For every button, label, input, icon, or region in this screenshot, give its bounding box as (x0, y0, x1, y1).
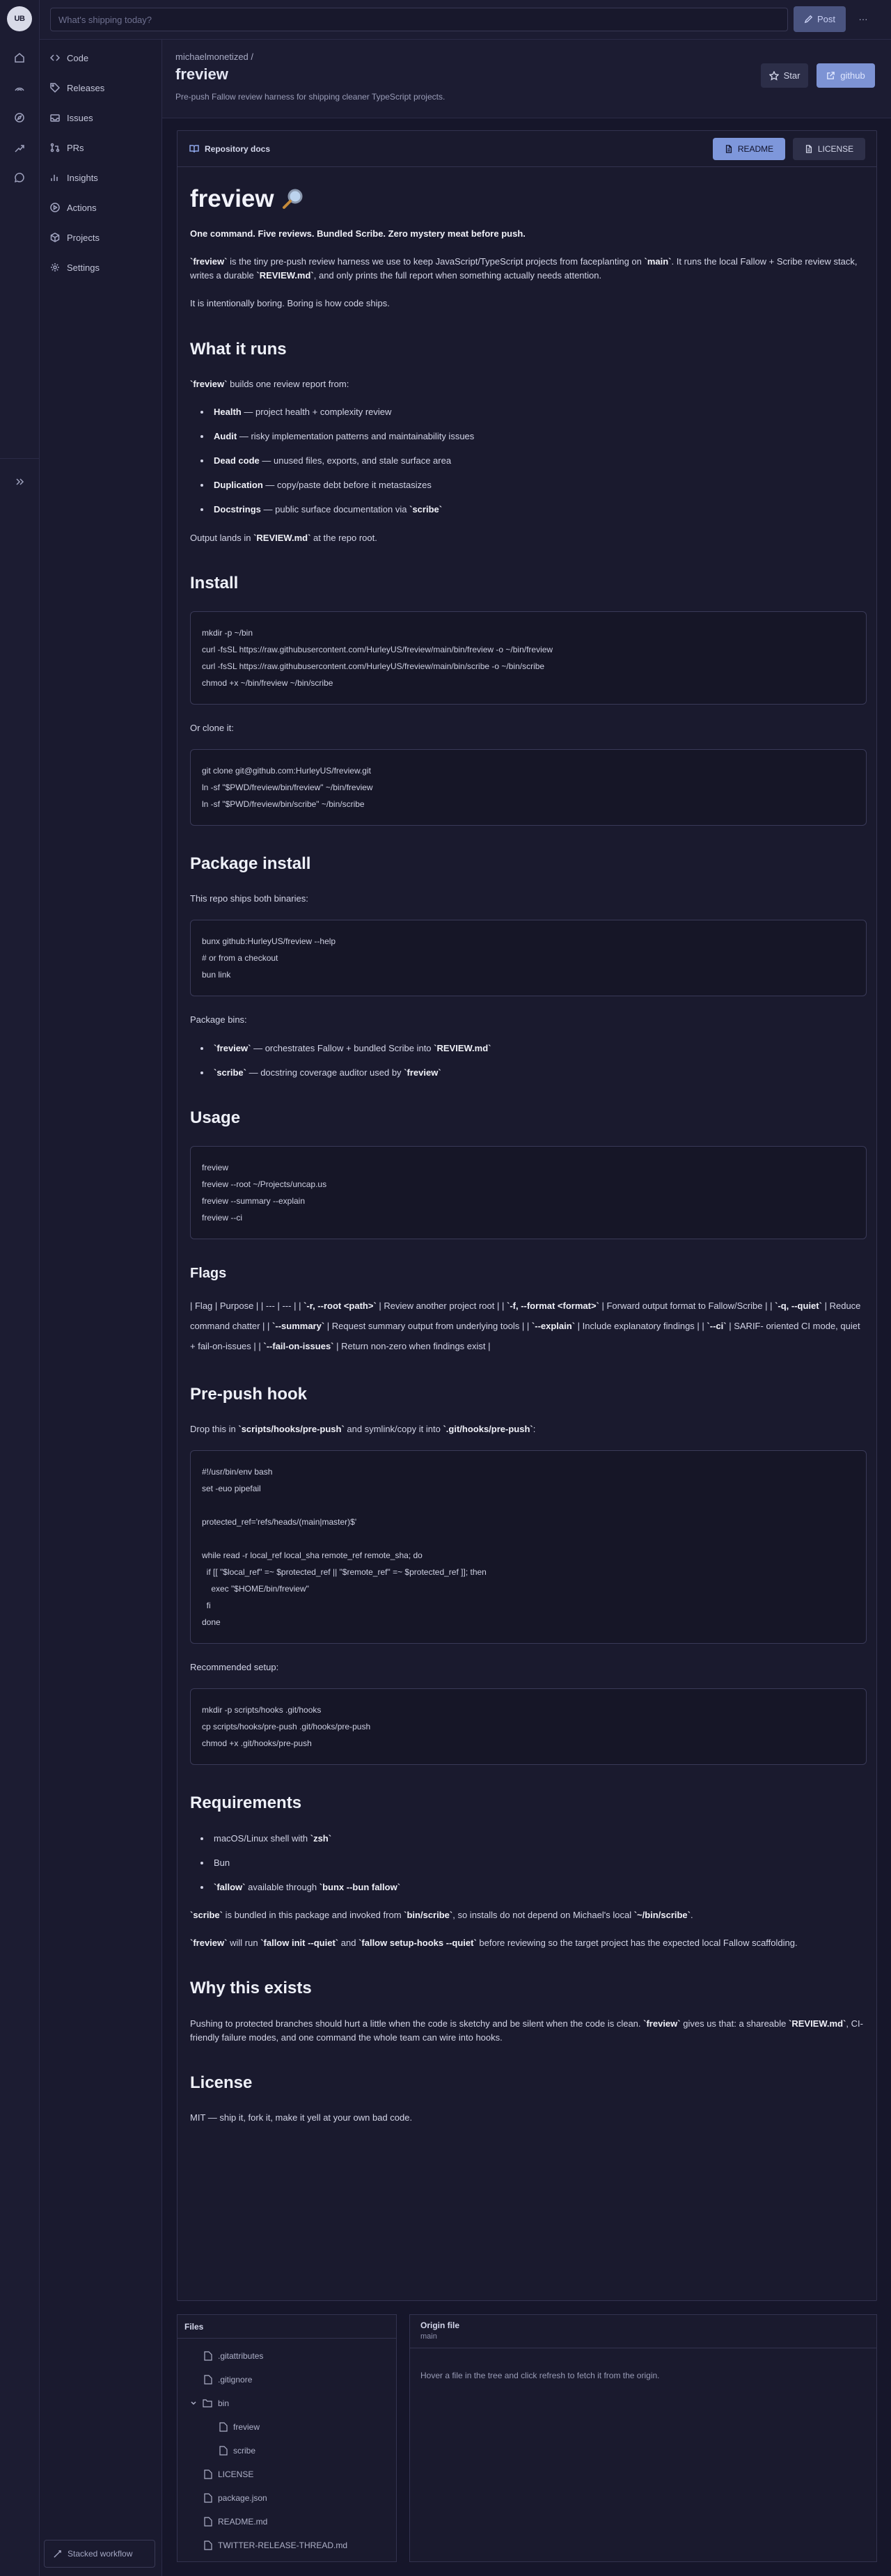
nav-item-actions[interactable] (50, 199, 97, 216)
fallow-init-paragraph: `freview` will run `fallow init --quiet` and `fallow setup-hooks --quiet` before reviewing so the target project has the expected local Fallow scaffolding. (190, 1938, 798, 1949)
section-heading-install: Install (190, 573, 239, 592)
activity-icon[interactable] (13, 141, 26, 155)
list-item: • `fallow` available through `bunx --bun fallow` (211, 1880, 867, 1894)
nav-item-prs[interactable] (50, 139, 84, 156)
folder-item[interactable]: bin (190, 2396, 229, 2411)
list-item: • Health — project health + complexity review (211, 405, 867, 419)
list-item: • `freview` — orchestrates Fallow + bundled Scribe into `REVIEW.md` (211, 1042, 867, 1055)
home-icon[interactable] (13, 51, 26, 65)
bar-chart-icon (50, 173, 60, 182)
feed-icon[interactable] (13, 81, 26, 95)
play-icon (50, 203, 60, 212)
top-bar (40, 0, 891, 40)
post-button[interactable] (794, 6, 846, 32)
code-block[interactable]: freview freview --root ~/Projects/uncap.us freview --summary --explain freview --ci (190, 1146, 867, 1239)
nav-item-issues[interactable] (50, 109, 93, 126)
intro-paragraph: `freview` is the tiny pre-push review harness we use to keep JavaScript/TypeScript projects from faceplanting on `main`. It runs the local Fallow + Scribe review stack, writes a durable `REVIEW.md`, and only prints the full report when something actually needs attention. (190, 256, 858, 281)
license-label: LICENSE (817, 144, 854, 154)
code-block[interactable]: mkdir -p scripts/hooks .git/hooks cp scripts/hooks/pre-push .git/hooks/pre-push chmod +x .git/hooks/pre-push (190, 1688, 867, 1765)
list-item: • Duplication — copy/paste debt before it metastasizes (211, 478, 867, 492)
scribe-bundled-paragraph: `scribe` is bundled in this package and invoked from `bin/scribe`, so installs do not depend on Michael's local `~/bin/scribe`. (190, 1910, 693, 1921)
list-item: • macOS/Linux shell with `zsh` (211, 1832, 867, 1846)
repository-docs-panel (177, 130, 877, 2301)
list-item: • Audit — risky implementation patterns and maintainability issues (211, 430, 867, 443)
what-runs-lead: `freview` builds one review report from: (190, 378, 349, 389)
nav-item-releases[interactable] (50, 79, 104, 96)
readme-content (190, 178, 867, 2139)
chevron-down-icon (190, 2400, 197, 2407)
file-item[interactable]: scribe (219, 2443, 255, 2458)
code-block[interactable]: git clone git@github.com:HurleyUS/freview.git ln -sf "$PWD/freview/bin/freview" ~/bin/freview ln -sf "$PWD/freview/bin/scribe" ~/bin/scribe (190, 749, 867, 826)
origin-hint: Hover a file in the tree and click refresh to fetch it from the origin. (420, 2371, 660, 2380)
readme-tab-button[interactable] (713, 138, 785, 160)
app-logo[interactable]: UB (7, 6, 32, 31)
nav-item-insights[interactable] (50, 169, 98, 186)
file-icon (204, 2351, 212, 2361)
license-tab-button[interactable] (793, 138, 865, 160)
nav-item-code[interactable] (50, 49, 88, 66)
section-heading-license: License (190, 2073, 253, 2092)
review-list (211, 405, 867, 517)
file-icon (204, 2469, 212, 2479)
section-heading-package-install: Package install (190, 854, 311, 874)
nav-label: Insights (67, 172, 98, 183)
nav-label: Code (67, 52, 89, 63)
file-item[interactable]: README.md (204, 2514, 267, 2529)
readme-label: README (737, 144, 774, 154)
origin-file-panel (409, 2314, 877, 2562)
workflow-icon (53, 2550, 62, 2559)
flags-paragraph: | Flag | Purpose | | --- | --- | | `-r, --root <path>` | Review another project root | | `-f, --format <format>` | Forward output format to Fallow/Scribe | | `-q, --quiet` | Reduce command chatter | | `--summary` | Request summary output from underlying tools | | `--explain` | Include explanatory findings | | `--ci` | SARIF- oriented CI mode, quiet + fail-on-issues | | `--fail-on-issues` | Return non-zero when findings exist | (190, 1301, 861, 1351)
section-heading-requirements: Requirements (190, 1793, 302, 1813)
repo-owner-link[interactable]: michaelmonetized / (175, 52, 253, 62)
star-label: Star (783, 70, 801, 81)
document-icon (805, 145, 813, 153)
file-item[interactable]: TWITTER-RELEASE-THREAD.md (204, 2538, 347, 2553)
section-heading-pre-push-hook: Pre-push hook (190, 1385, 308, 1404)
star-icon (769, 71, 779, 81)
github-button[interactable] (817, 63, 875, 88)
nav-item-settings[interactable] (50, 259, 100, 276)
output-paragraph: Output lands in `REVIEW.md` at the repo root. (190, 532, 377, 543)
readme-h1 (190, 178, 867, 220)
package-bins-label: Package bins: (190, 1014, 247, 1026)
pull-request-icon (50, 143, 60, 152)
section-heading-what-it-runs: What it runs (190, 339, 287, 359)
origin-branch: main (420, 2332, 437, 2341)
file-item[interactable]: package.json (204, 2490, 267, 2506)
post-label: Post (817, 14, 835, 24)
search-placeholder: What's shipping today? (58, 14, 152, 25)
package-bins-list (211, 1042, 867, 1080)
gear-icon (50, 262, 60, 272)
list-item: • Dead code — unused files, exports, and stale surface area (211, 454, 867, 468)
code-icon (50, 53, 60, 63)
external-link-icon (826, 71, 835, 80)
file-item[interactable]: LICENSE (204, 2467, 253, 2482)
pen-icon (804, 15, 813, 24)
explore-icon[interactable] (13, 111, 26, 125)
tag-icon (50, 83, 60, 93)
origin-header (410, 2315, 876, 2348)
nav-label: Releases (67, 82, 105, 93)
recommended-label: Recommended setup: (190, 1662, 279, 1673)
file-icon (204, 2493, 212, 2503)
tagline: One command. Five reviews. Bundled Scribe. Zero mystery meat before push. (190, 228, 526, 239)
folder-icon (203, 2399, 212, 2408)
magnifier-emoji-icon (281, 187, 305, 211)
github-label: github (840, 70, 865, 81)
document-icon (725, 145, 733, 153)
messages-icon[interactable] (13, 171, 26, 184)
repo-title: freview (175, 65, 228, 83)
repo-nav (40, 40, 162, 2576)
file-icon (219, 2422, 228, 2432)
cube-icon (50, 233, 60, 242)
list-item: • Bun (211, 1856, 867, 1870)
file-item[interactable]: .gitattributes (204, 2348, 263, 2364)
list-item: • Docstrings — public surface documentation via `scribe` (211, 503, 867, 517)
boring-paragraph: It is intentionally boring. Boring is how code ships. (190, 298, 390, 309)
nav-label: Settings (67, 262, 100, 273)
repo-header (162, 40, 891, 118)
file-item[interactable]: freview (219, 2419, 260, 2435)
app-rail (0, 0, 40, 2576)
code-block[interactable]: #!/usr/bin/env bash set -euo pipefail protected_ref='refs/heads/(main|master)$' while read -r local_ref local_sha remote_ref remote_sha; do if [[ "$local_ref" =~ $protected_ref || "$remote_ref" =~ $protected_ref ]]; then exec "$HOME/bin/freview" fi done (190, 1450, 867, 1644)
file-icon (204, 2375, 212, 2385)
stacked-workflow-label: Stacked workflow (68, 2549, 133, 2559)
nav-label: PRs (67, 142, 84, 153)
section-heading-flags: Flags (190, 1266, 227, 1281)
stacked-workflow-button[interactable] (44, 2540, 155, 2568)
book-icon (189, 144, 199, 154)
file-item[interactable]: .gitignore (204, 2372, 252, 2387)
section-heading-why: Why this exists (190, 1979, 312, 1998)
expand-sidebar-icon[interactable] (13, 475, 26, 489)
hook-lead: Drop this in `scripts/hooks/pre-push` and symlink/copy it into `.git/hooks/pre-push`: (190, 1424, 536, 1435)
code-block[interactable]: mkdir -p ~/bin curl -fsSL https://raw.githubusercontent.com/HurleyUS/freview/main/bin/freview -o ~/bin/freview curl -fsSL https://raw.githubusercontent.com/HurleyUS/freview/main/bin/scribe -o ~/bin/scribe chmod +x ~/bin/freview ~/bin/scribe (190, 611, 867, 705)
nav-item-projects[interactable] (50, 229, 100, 246)
list-item: • `scribe` — docstring coverage auditor used by `freview` (211, 1066, 867, 1080)
nav-label: Issues (67, 112, 93, 123)
section-heading-usage: Usage (190, 1108, 241, 1127)
files-title: Files (178, 2315, 396, 2339)
more-options-button[interactable]: ··· (858, 13, 868, 24)
inbox-icon (50, 113, 60, 123)
or-clone-text: Or clone it: (190, 722, 234, 733)
origin-title: Origin file (420, 2320, 460, 2330)
package-lead: This repo ships both binaries: (190, 893, 308, 904)
nav-label: Projects (67, 232, 100, 243)
readme-title: freview (190, 184, 274, 212)
docs-title: Repository docs (205, 143, 271, 154)
requirements-list (211, 1832, 867, 1894)
file-icon (219, 2446, 228, 2456)
file-icon (204, 2517, 212, 2527)
search-input[interactable] (50, 8, 788, 31)
repo-description: Pre-push Fallow review harness for shipping cleaner TypeScript projects. (175, 92, 446, 102)
nav-label: Actions (67, 202, 97, 213)
star-button[interactable] (761, 63, 808, 88)
files-panel (177, 2314, 397, 2562)
file-icon (204, 2540, 212, 2550)
license-paragraph: MIT — ship it, fork it, make it yell at your own bad code. (190, 2112, 413, 2123)
code-block[interactable]: bunx github:HurleyUS/freview --help # or from a checkout bun link (190, 920, 867, 996)
why-paragraph: Pushing to protected branches should hurt a little when the code is sketchy and be silent when the code is clean. `freview` gives us that: a shareable `REVIEW.md`, CI-friendly failure modes, and one command the whole team can wire into hooks. (190, 2018, 863, 2043)
